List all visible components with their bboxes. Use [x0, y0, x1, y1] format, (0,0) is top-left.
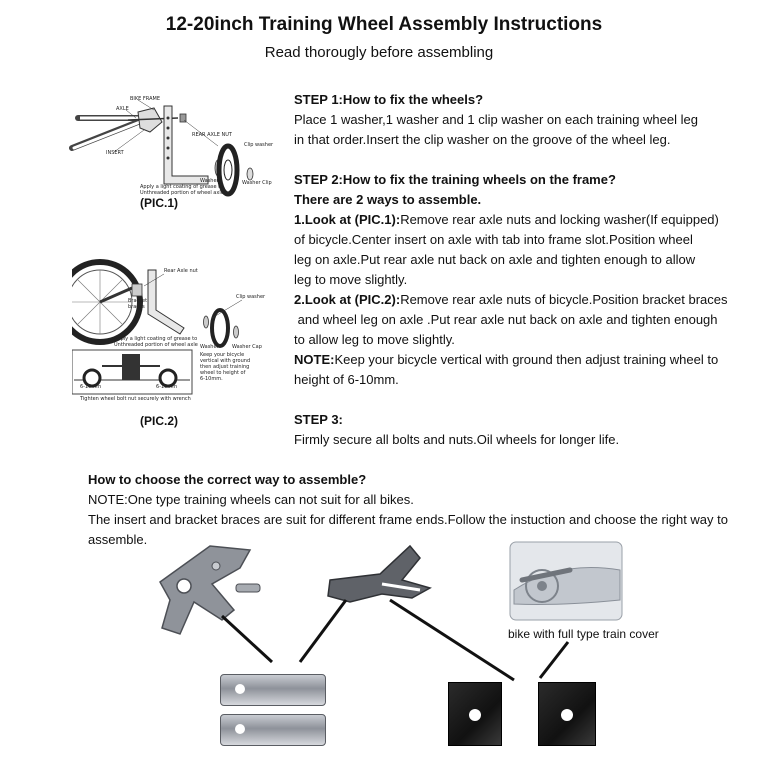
step2-way1-text-1: Remove rear axle nuts and locking washer(If equipped) [400, 212, 719, 227]
pic1-label-grease-1: Apply a light coating of grease to [140, 184, 224, 190]
pic2-label-rear-axle-nut: Rear Axle nut [164, 268, 198, 274]
insert-bracket-1 [220, 674, 326, 706]
pic2-label-bracket-1: Bracket [128, 298, 148, 304]
step2-ways: There are 2 ways to assemble. [294, 192, 482, 207]
dropout-illustration [150, 540, 630, 760]
step2-heading: STEP 2:How to fix the training wheels on the frame? [294, 172, 616, 187]
pic1-label-rear-axle-nut: REAR AXLE NUT [192, 132, 232, 138]
pic2-label-keep-2: vertical with ground [200, 358, 251, 364]
pic2-caption: (PIC.2) [140, 414, 179, 428]
choose-note: NOTE:One type training wheels can not suit for all bikes. [88, 492, 414, 507]
choose-line-1: The insert and bracket braces are suit for different frame ends.Follow the instuction and choose the right way to [88, 512, 728, 527]
pic2-label-tighten: Tighten wheel bolt nut securely with wrench [80, 396, 191, 402]
step2-note-label: NOTE: [294, 352, 335, 367]
pic2-illustration [72, 258, 282, 408]
pic1-label-insert: INSERT [106, 150, 124, 156]
step2-way1-line-1 [294, 210, 719, 230]
page-title: 12-20inch Training Wheel Assembly Instructions [165, 14, 603, 35]
pic1-label-clip-washer: Clip washer [244, 142, 274, 148]
pic2-label-keep-3: then adjust training [200, 364, 250, 370]
step2-way1-line-4: leg to move slightly. [294, 272, 408, 287]
step2-way1-line-2: of bicycle.Center insert on axle with tab into frame slot.Position wheel [294, 232, 693, 247]
step2-way2-line-2: and wheel leg on axle .Put rear axle nut back on axle and tighten enough [294, 312, 718, 327]
cover-caption: bike with full type train cover [508, 627, 659, 641]
pic2-label-grease-1: Apply a light coating of grease to [114, 336, 198, 342]
pic1-label-washer-clip: Washer Clip [242, 180, 272, 186]
step3-heading: STEP 3: [294, 412, 343, 427]
step2-way2-line-1 [294, 290, 728, 310]
step2-way2-text-1: Remove rear axle nuts of bicycle.Position bracket braces [400, 292, 728, 307]
pic2-label-keep-5: 6-10mm. [200, 376, 223, 382]
pic2-label-grease-2: Unthreaded portion of wheel axle [114, 342, 198, 348]
step2-way2-label: 2.Look at (PIC.2): [294, 292, 401, 307]
pic1-label-grease-2: Unthreaded portion of wheel axle [140, 190, 224, 196]
pic1-label-bike-frame: BIKE FRAME [130, 96, 160, 102]
step1-heading: STEP 1:How to fix the wheels? [294, 92, 484, 107]
pic2-label-bracket-2: braces [128, 304, 145, 310]
pic1-illustration [68, 88, 288, 200]
step2-way1-line-3: leg on axle.Put rear axle nut back on axle and tighten enough to allow [294, 252, 696, 267]
step2-note-text-1: Keep your bicycle vertical with ground then adjust training wheel to [334, 352, 719, 367]
pic1-caption: (PIC.1) [140, 196, 179, 210]
pic2-label-dim-1: 6-10mm [80, 384, 102, 390]
pic2-label-dim-2: 6-10mm [156, 384, 178, 390]
pic1-label-axle: AXLE [116, 106, 129, 112]
page-subtitle: Read thorougly before assembling [264, 44, 494, 61]
choose-heading: How to choose the correct way to assemble? [88, 472, 367, 487]
insert-bracket-2 [220, 714, 326, 746]
step2-way2-line-3: to allow leg to move slightly. [294, 332, 455, 347]
step2-note-line-2: height of 6-10mm. [294, 372, 399, 387]
step2-way1-label: 1.Look at (PIC.1): [294, 212, 401, 227]
pic2-label-washer-cap: Washer Cap [232, 344, 262, 350]
choose-line-2: assemble. [88, 532, 148, 547]
pic2-label-washer: Washer [200, 344, 219, 350]
step1-line-2: in that order.Insert the clip washer on the groove of the wheel leg. [294, 132, 671, 147]
bracket-brace-plate-1 [448, 682, 502, 746]
bracket-brace-plate-2 [538, 682, 596, 746]
pic2-label-keep-1: Keep your bicycle [200, 352, 245, 358]
step3-line-1: Firmly secure all bolts and nuts.Oil wheels for longer life. [294, 432, 620, 447]
pic1-label-washer: Washer [200, 178, 219, 184]
step2-note-line-1 [294, 350, 718, 370]
step1-line-1: Place 1 washer,1 washer and 1 clip washer on each training wheel leg [294, 112, 698, 127]
pic2-label-keep-4: wheel to height of [200, 370, 246, 376]
pic2-label-clip-washer: Clip washer [236, 294, 266, 300]
